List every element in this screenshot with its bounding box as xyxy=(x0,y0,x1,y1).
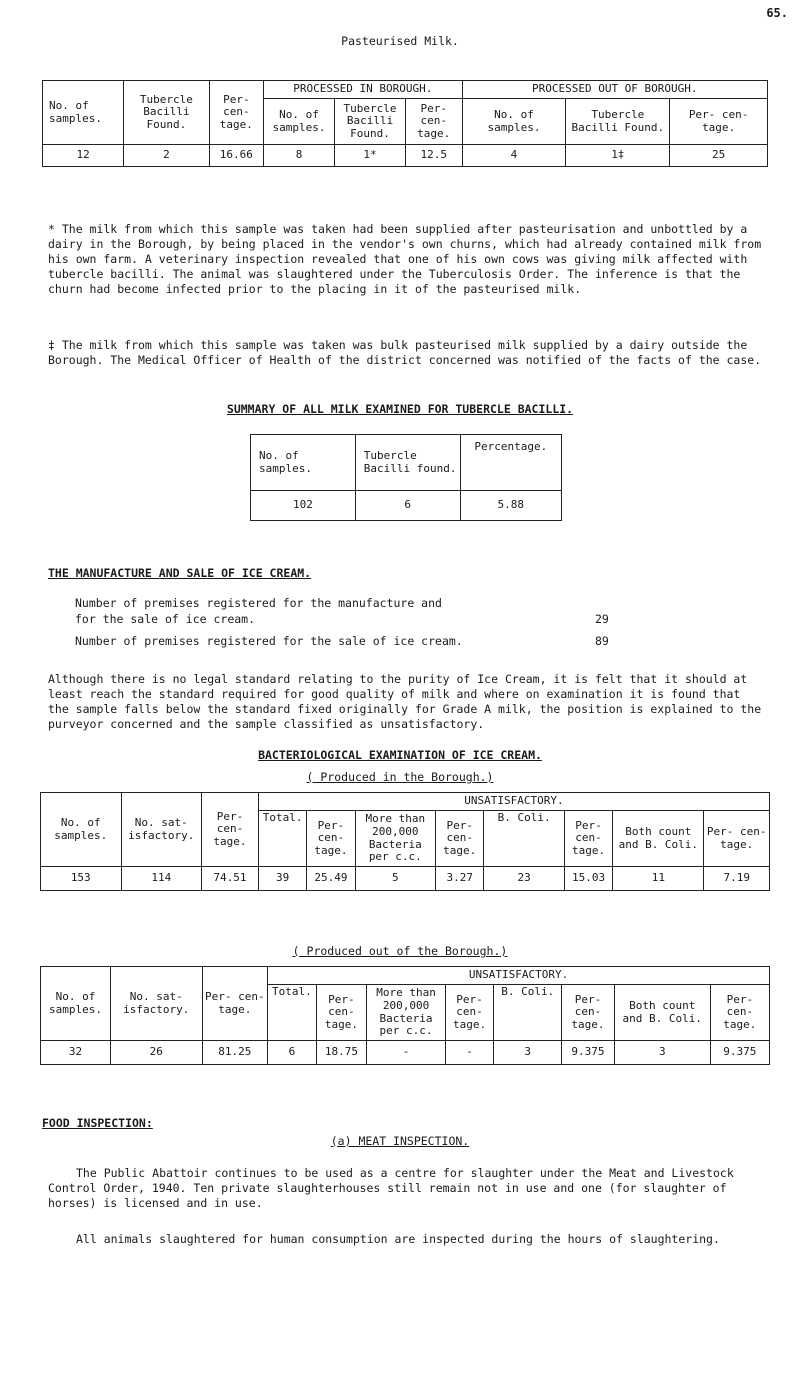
col-no-samples: No. of samples. xyxy=(41,793,122,867)
cell: 39 xyxy=(258,867,306,891)
cell: 1‡ xyxy=(566,145,670,167)
ice-cream-in-borough-table xyxy=(40,792,770,891)
cell: 23 xyxy=(484,867,565,891)
col-total: Total. xyxy=(268,985,316,1041)
col-b-coli-pct: Per- cen- tage. xyxy=(564,811,612,867)
col-both-pct: Per- cen- tage. xyxy=(710,985,769,1041)
cell: 18.75 xyxy=(316,1041,367,1065)
ice-cream-paragraph: Although there is no legal standard relating to the purity of Ice Cream, it is felt that it should at least reach the standard required for good quality of milk and where on examination it is found that the sample falls below the standard fixed originally for Grade A milk, the position is explained to the purveyor concerned and the sample classified as unsatisfactory. xyxy=(48,672,762,731)
col-more-than: More than 200,000 Bacteria per c.c. xyxy=(355,811,436,867)
summary-col-samples: No. of samples. xyxy=(251,435,356,491)
cell: 5.88 xyxy=(460,491,561,521)
summary-title: SUMMARY OF ALL MILK EXAMINED FOR TUBERCLE BACILLI. xyxy=(226,402,574,416)
ice-cream-title: THE MANUFACTURE AND SALE OF ICE CREAM. xyxy=(48,566,312,580)
in-tubercle: Tubercle Bacilli Found. xyxy=(335,99,406,145)
cell: 3 xyxy=(494,1041,562,1065)
out-percentage: Per- cen- tage. xyxy=(670,99,768,145)
col-no-samples: No. of samples. xyxy=(41,967,111,1041)
cell: 7.19 xyxy=(704,867,770,891)
col-no-samples: No. of samples. xyxy=(43,81,124,145)
premises-manufacture-value: 29 xyxy=(595,612,609,626)
group-unsatisfactory: UNSATISFACTORY. xyxy=(258,793,769,811)
cell: 32 xyxy=(41,1041,111,1065)
in-percentage: Per- cen- tage. xyxy=(405,99,462,145)
cell: 102 xyxy=(251,491,356,521)
summary-table xyxy=(250,434,562,521)
col-both-pct: Per- cen- tage. xyxy=(704,811,770,867)
col-b-coli: B. Coli. xyxy=(484,811,565,867)
cell: 15.03 xyxy=(564,867,612,891)
table-row xyxy=(41,1041,770,1065)
summary-col-tubercle: Tubercle Bacilli found. xyxy=(355,435,460,491)
produced-in-label: ( Produced in the Borough.) xyxy=(306,770,494,784)
cell: 9.375 xyxy=(562,1041,615,1065)
group-processed-out: PROCESSED OUT OF BOROUGH. xyxy=(462,81,767,99)
cell: 3.27 xyxy=(436,867,484,891)
col-percentage: Per- cen- tage. xyxy=(202,793,259,867)
col-both: Both count and B. Coli. xyxy=(614,985,710,1041)
premises-sale-label: Number of premises registered for the sale of ice cream. xyxy=(75,634,463,648)
cell: 25.49 xyxy=(307,867,355,891)
cell: 114 xyxy=(121,867,202,891)
col-b-coli-pct: Per- cen- tage. xyxy=(562,985,615,1041)
col-total-pct: Per- cen- tage. xyxy=(316,985,367,1041)
premises-sale-value: 89 xyxy=(595,634,609,648)
footnote-dagger: ‡ The milk from which this sample was taken was bulk pasteurised milk supplied by a dairy outside the Borough. The Medical Officer of Health of the district concerned was notified of the facts of the case. xyxy=(48,338,762,367)
out-tubercle: Tubercle Bacilli Found. xyxy=(566,99,670,145)
premises-manufacture-label: for the sale of ice cream. xyxy=(75,612,256,626)
premises-manufacture-line1: Number of premises registered for the manufacture and xyxy=(75,596,442,610)
pasteurised-milk-table xyxy=(42,80,768,167)
cell: 5 xyxy=(355,867,436,891)
col-both: Both count and B. Coli. xyxy=(613,811,704,867)
col-total-pct: Per- cen- tage. xyxy=(307,811,355,867)
col-tubercle: Tubercle Bacilli Found. xyxy=(124,81,209,145)
cell: 16.66 xyxy=(209,145,264,167)
cell: 1* xyxy=(335,145,406,167)
cell: 74.51 xyxy=(202,867,259,891)
col-more-than-pct: Per- cen- tage. xyxy=(445,985,493,1041)
meat-inspection-heading: (a) MEAT INSPECTION. xyxy=(330,1134,470,1148)
premises-sale-line xyxy=(75,634,755,649)
bacteriological-title: BACTERIOLOGICAL EXAMINATION OF ICE CREAM. xyxy=(258,748,542,762)
summary-col-percentage: Percentage. xyxy=(460,435,561,491)
page-number: 65. xyxy=(766,6,788,20)
cell: 25 xyxy=(670,145,768,167)
group-unsatisfactory: UNSATISFACTORY. xyxy=(268,967,770,985)
footnote-star: * The milk from which this sample was taken had been supplied after pasteurisation and unbottled by a dairy in the Borough, by being placed in the vendor's own churns, which had already contained milk from his own farm. A veterinary inspection revealed that one of his own cows was giving milk affected with tubercle bacilli. The animal was slaughtered under the Tuberculosis Order. The inference is that the churn had become infected prior to the placing in it of the pasteurised milk. xyxy=(48,222,762,296)
pasteurised-milk-title: Pasteurised Milk. xyxy=(341,34,459,48)
table-row xyxy=(251,491,562,521)
col-percentage: Per- cen- tage. xyxy=(209,81,264,145)
produced-out-label: ( Produced out of the Borough.) xyxy=(292,944,508,958)
cell: 6 xyxy=(355,491,460,521)
meat-paragraph-1: The Public Abattoir continues to be used as a centre for slaughter under the Meat and Livestock Control Order, 1940. Ten private slaughterhouses still remain not in use and one (for slaughter of horses) is licensed and in use. xyxy=(48,1166,734,1210)
col-b-coli: B. Coli. xyxy=(494,985,562,1041)
in-no-samples: No. of samples. xyxy=(264,99,335,145)
out-no-samples: No. of samples. xyxy=(462,99,566,145)
cell: - xyxy=(445,1041,493,1065)
cell: 9.375 xyxy=(710,1041,769,1065)
cell: 8 xyxy=(264,145,335,167)
group-processed-in: PROCESSED IN BOROUGH. xyxy=(264,81,462,99)
meat-paragraph-2: All animals slaughtered for human consumption are inspected during the hours of slaughtering. xyxy=(76,1232,720,1246)
col-more-than: More than 200,000 Bacteria per c.c. xyxy=(367,985,446,1041)
food-inspection-heading: FOOD INSPECTION: xyxy=(42,1116,153,1130)
cell: 12 xyxy=(43,145,124,167)
premises-manufacture-line2 xyxy=(75,612,755,627)
cell: 11 xyxy=(613,867,704,891)
cell: 153 xyxy=(41,867,122,891)
cell: 4 xyxy=(462,145,566,167)
col-percentage: Per- cen- tage. xyxy=(202,967,268,1041)
col-no-satisfactory: No. sat- isfactory. xyxy=(121,793,202,867)
col-more-than-pct: Per- cen- tage. xyxy=(436,811,484,867)
cell: - xyxy=(367,1041,446,1065)
ice-cream-out-borough-table xyxy=(40,966,770,1065)
cell: 3 xyxy=(614,1041,710,1065)
table-row xyxy=(41,867,770,891)
cell: 81.25 xyxy=(202,1041,268,1065)
cell: 6 xyxy=(268,1041,316,1065)
table-row xyxy=(43,145,768,167)
cell: 12.5 xyxy=(405,145,462,167)
col-total: Total. xyxy=(258,811,306,867)
cell: 26 xyxy=(110,1041,202,1065)
cell: 2 xyxy=(124,145,209,167)
col-no-satisfactory: No. sat- isfactory. xyxy=(110,967,202,1041)
